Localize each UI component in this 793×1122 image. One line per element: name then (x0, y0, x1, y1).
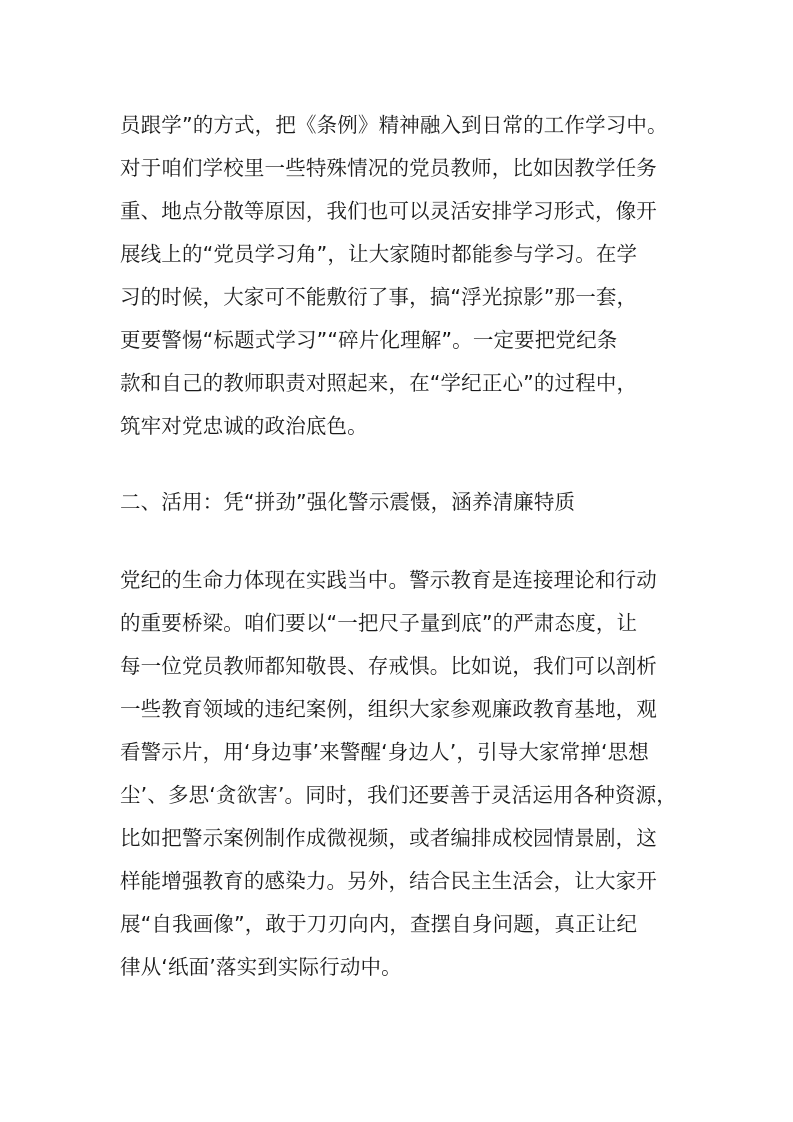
paragraph-1-line-6: 更要警惕“标题式学习”“碎片化理解”。一定要把党纪条 (120, 328, 618, 352)
paragraph-2-line-7: 比如把警示案例制作成微视频，或者编排成校园情景剧，这 (120, 826, 657, 850)
paragraph-2-line-1: 党纪的生命力体现在实践当中。警示教育是连接理论和行动 (120, 568, 657, 592)
paragraph-1-line-5: 习的时候，大家可不能敷衍了事，搞“浮光掠影”那一套， (120, 285, 638, 309)
paragraph-1-line-2: 对于咱们学校里一些特殊情况的党员教师，比如因教学任务 (120, 156, 657, 180)
paragraph-2-line-9: 展“自我画像”，敢于刀刃向内，查摆自身问题，真正让纪 (120, 912, 638, 936)
paragraph-1-line-7: 款和自己的教师职责对照起来，在“学纪正心”的过程中， (120, 371, 638, 395)
paragraph-2-line-8: 样能增强教育的感染力。另外，结合民主生活会，让大家开 (120, 869, 657, 893)
paragraph-1-line-4: 展线上的“党员学习角”，让大家随时都能参与学习。在学 (120, 242, 638, 266)
paragraph-1-line-3: 重、地点分散等原因，我们也可以灵活安排学习形式，像开 (120, 199, 657, 223)
paragraph-2-line-2: 的重要桥梁。咱们要以“一把尺子量到底”的严肃态度，让 (120, 611, 638, 635)
paragraph-2-line-5: 看警示片，用‘身边事’来警醒‘身边人’，引导大家常掸‘思想 (120, 740, 649, 764)
section-heading: 二、活用：凭“拼劲”强化警示震慑，涵养清廉特质 (120, 490, 576, 514)
paragraph-1-line-8: 筑牢对党忠诚的政治底色。 (120, 414, 368, 438)
paragraph-2-line-10: 律从‘纸面’落实到实际行动中。 (120, 955, 402, 979)
paragraph-1-line-1: 员跟学”的方式，把《条例》精神融入到日常的工作学习中。 (120, 113, 668, 137)
paragraph-2-line-3: 每一位党员教师都知敬畏、存戒惧。比如说，我们可以剖析 (120, 654, 657, 678)
paragraph-2-line-6: 尘’、多思‘贪欲害’。同时，我们还要善于灵活运用各种资源， (120, 783, 677, 807)
paragraph-2-line-4: 一些教育领域的违纪案例，组织大家参观廉政教育基地，观 (120, 697, 657, 721)
